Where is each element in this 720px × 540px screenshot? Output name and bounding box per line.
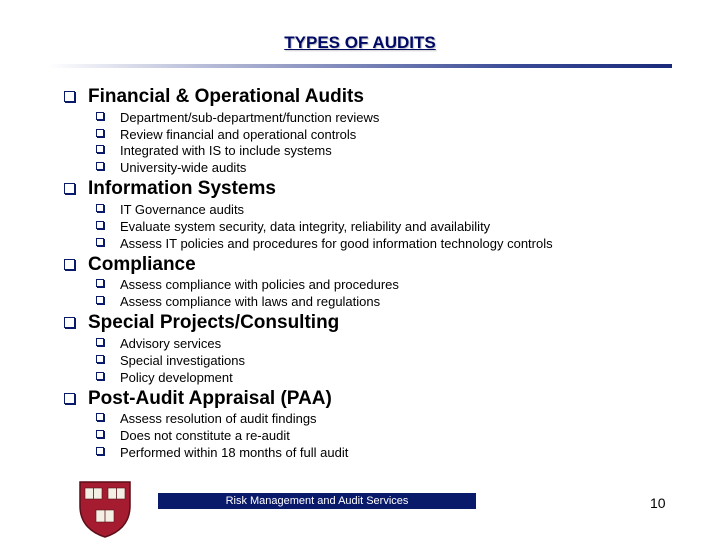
hollow-square-bullet-icon <box>96 296 120 307</box>
hollow-square-bullet-icon <box>64 257 88 273</box>
section-heading-row <box>64 387 684 411</box>
hollow-square-bullet-icon <box>96 430 120 441</box>
section-heading-row <box>64 311 684 335</box>
list-item <box>96 277 684 294</box>
list-item-text: Department/sub-department/function reviews <box>120 109 380 125</box>
hollow-square-bullet-icon <box>96 221 120 232</box>
audit-types-list <box>64 84 684 461</box>
section-heading: Post-Audit Appraisal (PAA) <box>88 387 332 409</box>
list-item-text: IT Governance audits <box>120 202 245 218</box>
hollow-square-bullet-icon <box>96 413 120 424</box>
hollow-square-bullet-icon <box>96 238 120 249</box>
section-heading-row <box>64 177 684 201</box>
list-item-text: Evaluate system security, data integrity, reliability and availability <box>120 218 491 234</box>
hollow-square-bullet-icon <box>96 372 120 383</box>
hollow-square-bullet-icon <box>64 181 88 197</box>
list-item-text: Assess resolution of audit findings <box>120 411 317 427</box>
section-heading: Special Projects/Consulting <box>88 312 340 334</box>
list-item-text: Integrated with IS to include systems <box>120 143 332 159</box>
hollow-square-bullet-icon <box>96 204 120 215</box>
audit-section <box>64 177 684 251</box>
list-item <box>96 335 684 352</box>
section-heading-row <box>64 253 684 277</box>
list-item-text: Advisory services <box>120 336 222 352</box>
list-item-text: Does not constitute a re-audit <box>120 428 290 444</box>
audit-section <box>64 253 684 311</box>
hollow-square-bullet-icon <box>96 338 120 349</box>
hollow-square-bullet-icon <box>64 391 88 407</box>
hollow-square-bullet-icon <box>96 279 120 290</box>
list-item-text: Assess compliance with laws and regulations <box>120 294 381 310</box>
page-number: 10 <box>650 495 666 511</box>
list-item <box>96 159 684 176</box>
title-divider <box>48 64 672 68</box>
section-heading-row <box>64 85 684 109</box>
footer-text: Risk Management and Audit Services <box>225 495 409 507</box>
list-item <box>96 293 684 310</box>
hollow-square-bullet-icon <box>96 145 120 156</box>
audit-section <box>64 387 684 461</box>
list-item-text: Assess IT policies and procedures for good information technology controls <box>120 235 553 251</box>
list-item-text: Special investigations <box>120 352 246 368</box>
audit-section <box>64 85 684 176</box>
list-item <box>96 411 684 428</box>
list-item-text: University-wide audits <box>120 160 247 176</box>
list-item-text: Assess compliance with policies and procedures <box>120 277 399 293</box>
audit-section <box>64 311 684 385</box>
list-item <box>96 352 684 369</box>
list-item <box>96 126 684 143</box>
list-item-text: Review financial and operational controls <box>120 126 357 142</box>
section-heading: Information Systems <box>88 178 276 200</box>
hollow-square-bullet-icon <box>96 162 120 173</box>
hollow-square-bullet-icon <box>64 315 88 331</box>
hollow-square-bullet-icon <box>64 89 88 105</box>
hollow-square-bullet-icon <box>96 129 120 140</box>
list-item <box>96 201 684 218</box>
list-item <box>96 109 684 126</box>
hollow-square-bullet-icon <box>96 112 120 123</box>
hollow-square-bullet-icon <box>96 355 120 366</box>
page-title: TYPES OF AUDITS <box>284 33 436 52</box>
list-item <box>96 143 684 160</box>
list-item <box>96 235 684 252</box>
hollow-square-bullet-icon <box>96 447 120 458</box>
section-heading: Financial & Operational Audits <box>88 86 364 107</box>
list-item <box>96 369 684 386</box>
university-shield-logo <box>78 480 132 538</box>
list-item <box>96 427 684 444</box>
section-heading: Compliance <box>88 253 196 275</box>
list-item <box>96 218 684 235</box>
list-item <box>96 444 684 461</box>
list-item-text: Performed within 18 months of full audit <box>120 445 349 461</box>
list-item-text: Policy development <box>120 369 233 385</box>
